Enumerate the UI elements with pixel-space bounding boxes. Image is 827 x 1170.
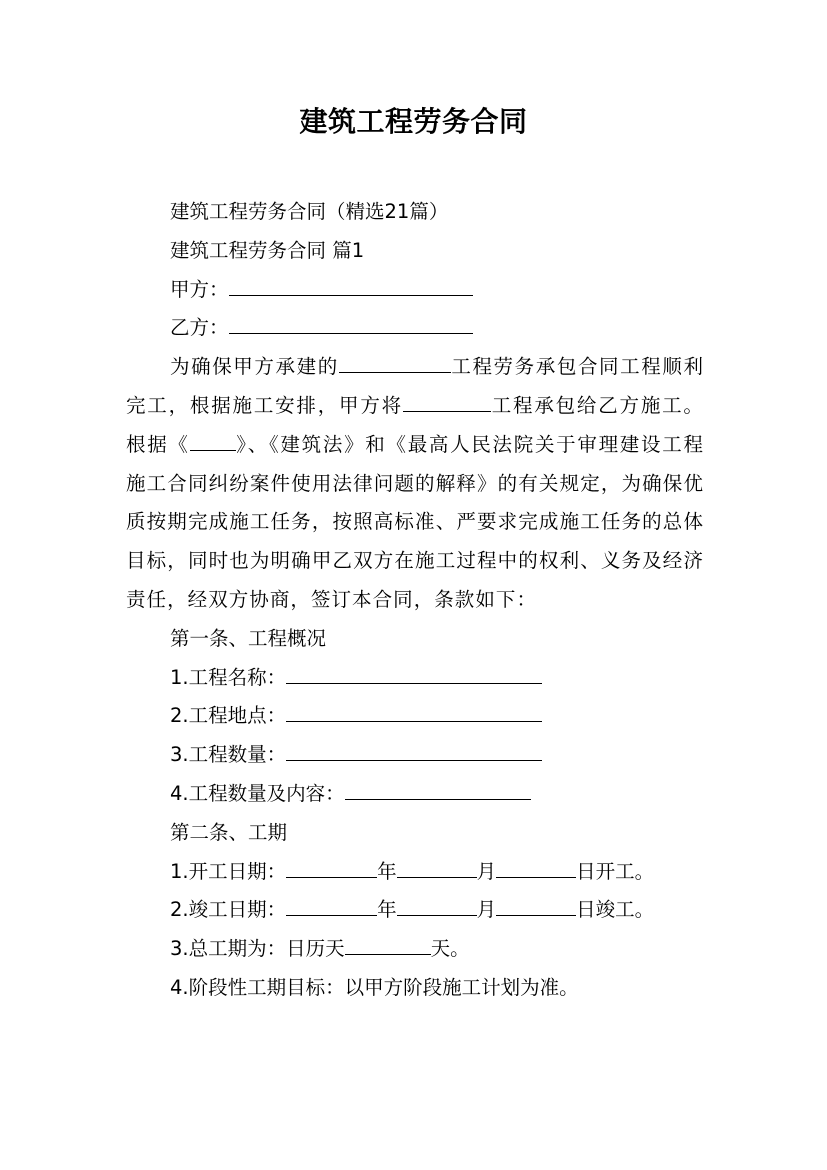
project-quantity-line (126, 736, 704, 775)
intro-text-4: 》、《建筑法》和《最高人民法院关于审理建设工程施工合同纠纷案件使用法律问题的解释》的有关规定，为确保优质按期完成施工任务，按照高标准、严要求完成施工任务的总体目标，同时也为明确甲乙双方在施工过程中的权利、义务及经济责任，经双方协商，签订本合同，条款如下： (126, 432, 704, 611)
project-content-line (126, 775, 704, 814)
total-duration-suffix: 天。 (430, 937, 470, 961)
start-day-blank (496, 856, 576, 877)
party-a-blank (229, 274, 473, 295)
section2-heading: 第二条、工期 (170, 820, 288, 844)
project-content-label: 4.工程数量及内容： (170, 781, 345, 805)
project-quantity-label: 3.工程数量： (170, 743, 287, 767)
end-year-unit: 年 (377, 898, 397, 922)
end-date-suffix: 日竣工。 (576, 898, 655, 922)
project-location-field (286, 701, 542, 722)
project-name-label: 1.工程名称： (170, 665, 287, 689)
party-a-line (126, 271, 704, 310)
start-date-line (126, 853, 704, 892)
end-date-label: 2.竣工日期： (170, 898, 287, 922)
end-month-unit: 月 (476, 898, 497, 922)
start-year-unit: 年 (377, 859, 397, 883)
intro-paragraph (126, 348, 704, 620)
start-date-label: 1.开工日期： (170, 859, 287, 883)
subtitle: 建筑工程劳务合同（精选21篇） (170, 200, 449, 223)
document-title: 建筑工程劳务合同 (299, 105, 528, 138)
contract-project-blank (403, 391, 491, 412)
party-b-label: 乙方： (170, 316, 229, 340)
section1-heading: 第一条、工程概况 (170, 626, 327, 650)
end-date-line (126, 891, 704, 930)
start-year-blank (286, 856, 377, 877)
project-quantity-field (286, 740, 542, 761)
intro-text-1: 为确保甲方承建的 (170, 355, 339, 379)
total-duration-label: 3.总工期为：日历天 (170, 937, 345, 961)
total-days-blank (345, 934, 431, 955)
party-b-line (126, 309, 704, 348)
project-content-field (345, 778, 531, 799)
end-day-blank (496, 895, 576, 916)
stage-goal-line: 4.阶段性工期目标：以甲方阶段施工计划为准。 (170, 975, 579, 999)
start-month-blank (397, 856, 477, 877)
end-month-blank (397, 895, 477, 916)
party-a-label: 甲方： (170, 277, 229, 301)
project-name-field (286, 662, 542, 683)
start-month-unit: 月 (476, 859, 497, 883)
project-name-line (126, 659, 704, 698)
project-location-label: 2.工程地点： (170, 704, 287, 728)
end-year-blank (286, 895, 377, 916)
project-name-blank (339, 352, 451, 373)
intro-text-3: 工程承包给乙方施工。根据《 (126, 393, 704, 456)
document-body (126, 193, 704, 1008)
start-date-suffix: 日开工。 (576, 859, 655, 883)
project-location-line (126, 697, 704, 736)
article-heading: 建筑工程劳务合同 篇1 (170, 238, 365, 262)
party-b-blank (229, 313, 473, 334)
total-duration-line (126, 930, 704, 969)
law-name-blank (190, 429, 236, 450)
intro-text-2: 工程劳务承包合同工程顺利完工，根据施工安排，甲方将 (126, 355, 704, 417)
